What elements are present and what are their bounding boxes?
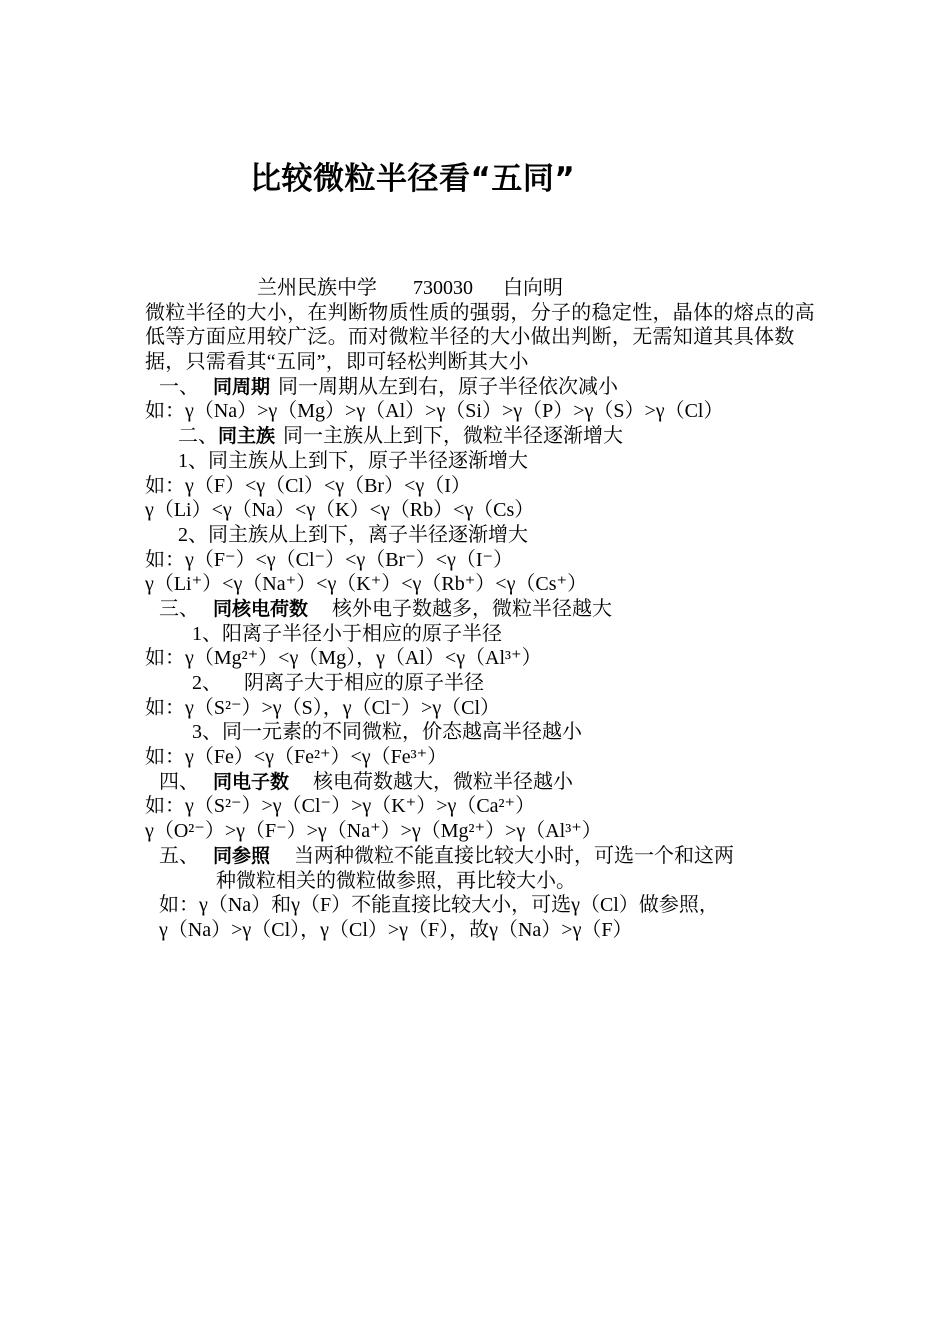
section-2-text: 同一主族从上到下，微粒半径逐渐增大	[283, 425, 624, 448]
section-1-example: 如：γ（Na）>γ（Mg）>γ（Al）>γ（Si）>γ（P）>γ（S）>γ（Cl）	[145, 400, 724, 423]
section-3-sub-2-example: 如：γ（S²⁻）>γ（S），γ（Cl⁻）>γ（Cl）	[145, 696, 501, 719]
document-body	[145, 276, 815, 943]
section-2-sub-1-example-2: γ（Li）<γ（Na）<γ（K）<γ（Rb）<γ（Cs）	[145, 499, 535, 522]
section-5-text-line-2: 种微粒相关的微粒做参照，再比较大小。	[216, 869, 576, 892]
section-4-number: 四、	[159, 770, 199, 793]
section-2-heading-line	[145, 424, 815, 449]
section-2-sub-1: 1、同主族从上到下，原子半径逐渐增大	[178, 449, 528, 472]
section-5-number: 五、	[159, 844, 199, 867]
section-3-text: 核外电子数越多，微粒半径越大	[332, 597, 613, 620]
section-4-text: 核电荷数越大，微粒半径越小	[313, 770, 574, 793]
section-2-number: 二、	[178, 425, 218, 448]
section-5-heading-line	[145, 844, 815, 869]
section-3-heading: 同核电荷数	[213, 597, 309, 620]
document-title: 比较微粒半径看“五同”	[250, 161, 576, 197]
section-2-sub-2: 2、同主族从上到下，离子半径逐渐增大	[178, 523, 528, 546]
section-4-heading: 同电子数	[213, 770, 290, 793]
section-5-heading: 同参照	[213, 844, 271, 867]
section-1-heading: 同周期	[213, 375, 271, 398]
section-3-heading-line	[145, 597, 815, 622]
section-2-sub-1-example-1: 如：γ（F）<γ（Cl）<γ（Br）<γ（I）	[145, 474, 471, 497]
author-line	[145, 276, 815, 301]
section-1-text: 同一周期从左到右，原子半径依次减小	[278, 375, 619, 398]
section-4-example-1: 如：γ（S²⁻）>γ（Cl⁻）>γ（K⁺）>γ（Ca²⁺）	[145, 795, 536, 818]
section-2-sub-2-example-1: 如：γ（F⁻）<γ（Cl⁻）<γ（Br⁻）<γ（I⁻）	[145, 548, 514, 571]
section-3-number: 三、	[159, 597, 199, 620]
section-3-sub-2-line	[145, 671, 815, 696]
section-3-sub-3-example: 如：γ（Fe）<γ（Fe²⁺）<γ（Fe³⁺）	[145, 746, 448, 769]
section-3-sub-1-example: 如：γ（Mg²⁺）<γ（Mg），γ（Al）<γ（Al³⁺）	[145, 647, 542, 670]
section-5-example-2: γ（Na）>γ（Cl），γ（Cl）>γ（F），故γ（Na）>γ（F）	[159, 918, 633, 941]
section-3-sub-3: 3、同一元素的不同微粒，价态越高半径越小	[192, 721, 582, 744]
section-2-sub-2-example-2: γ（Li⁺）<γ（Na⁺）<γ（K⁺）<γ（Rb⁺）<γ（Cs⁺）	[145, 573, 588, 596]
section-2-heading: 同主族	[218, 425, 276, 448]
section-3-sub-2-number: 2、	[192, 672, 222, 695]
section-5-text-line-1: 当两种微粒不能直接比较大小时，可选一个和这两	[294, 844, 735, 867]
section-4-heading-line	[145, 770, 815, 795]
section-4-example-2: γ（O²⁻）>γ（F⁻）>γ（Na⁺）>γ（Mg²⁺）>γ（Al³⁺）	[145, 820, 602, 843]
section-3-sub-2-text: 阴离子大于相应的原子半径	[244, 672, 484, 695]
author-name: 白向明	[503, 277, 563, 299]
section-1-number: 一、	[159, 375, 199, 398]
section-3-sub-1: 1、阳离子半径小于相应的原子半径	[192, 622, 502, 645]
section-1-heading-line	[145, 375, 815, 400]
author-postcode: 730030	[413, 277, 473, 299]
intro-paragraph: 微粒半径的大小，在判断物质性质的强弱，分子的稳定性，晶体的熔点的高低等方面应用较广泛。而对微粒半径的大小做出判断，无需知道其具体数据，只需看其“五同”，即可轻松判断其大小	[145, 301, 815, 374]
section-5-example-1: 如：γ（Na）和γ（F）不能直接比较大小，可选γ（Cl）做参照，	[159, 894, 719, 917]
author-school: 兰州民族中学	[257, 277, 377, 299]
